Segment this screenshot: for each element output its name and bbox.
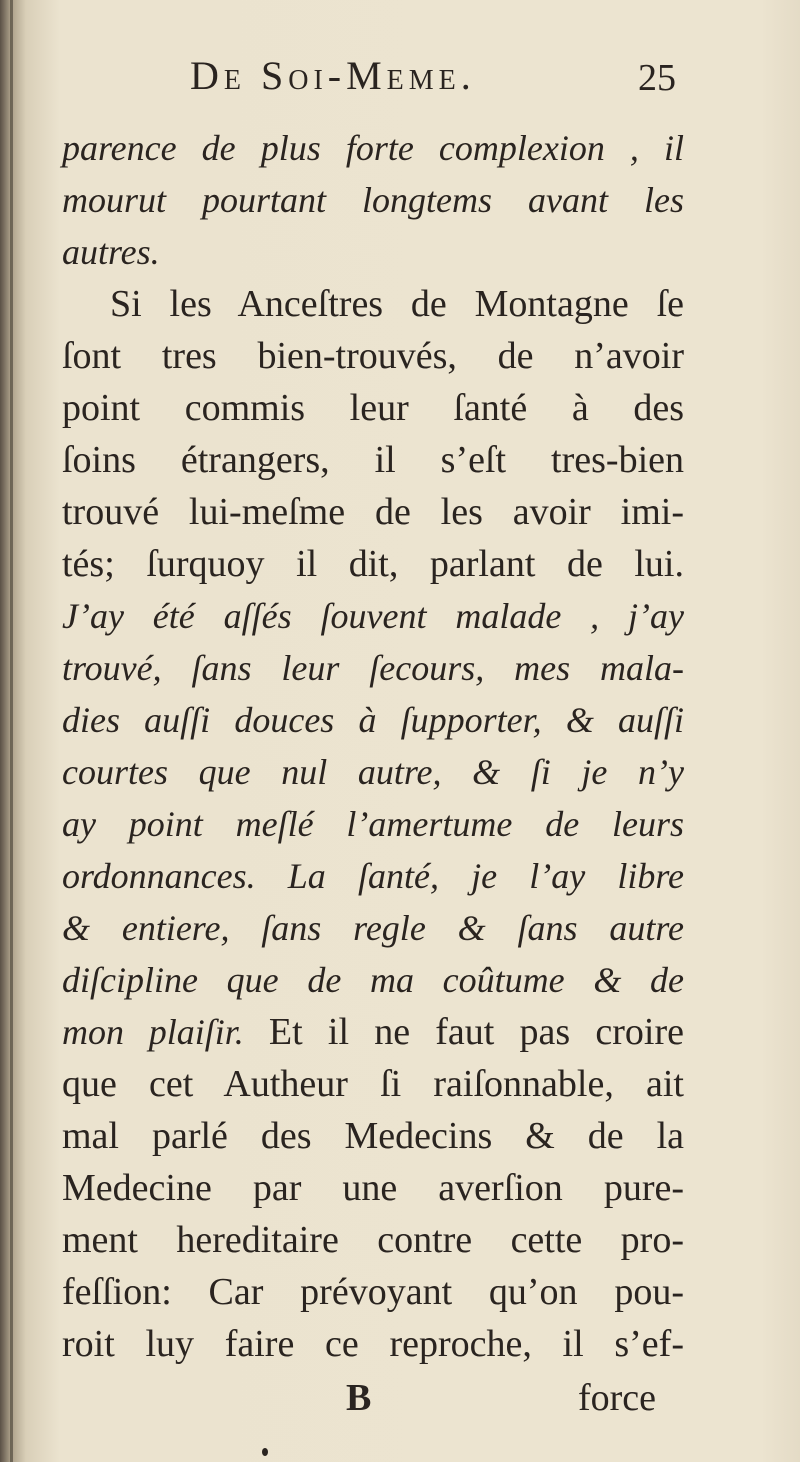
roman-segment: Et il ne faut pas croire (243, 1011, 684, 1053)
text-line: tés; ſurquoy il dit, parlant de lui. (62, 543, 684, 585)
text-line: courtes que nul autre, & ſi je n’y (62, 752, 684, 792)
binding-gutter (10, 0, 13, 1462)
text-line: diſcipline que de ma coûtume & de (62, 960, 684, 1000)
page-header (62, 50, 684, 122)
text-line: Si les Anceſtres de Montagne ſe (110, 283, 684, 325)
text-line: ay point meſlé l’amertume de leurs (62, 804, 684, 844)
page-number: 25 (638, 57, 676, 99)
text-line: mourut pourtant longtems avant les (62, 180, 684, 220)
text-line: parence de plus forte complexion , il (62, 128, 684, 168)
signature-mark: B (346, 1377, 372, 1419)
text-line: point commis leur ſanté à des (62, 387, 684, 429)
text-block (62, 50, 684, 1430)
page-footer (62, 1370, 684, 1430)
text-line: feſſion: Car prévoyant qu’on pou- (62, 1271, 684, 1313)
text-line: J’ay été aſſés ſouvent malade , j’ay (62, 596, 684, 636)
text-line: trouvé lui-meſme de les avoir imi- (62, 491, 684, 533)
body-text (62, 122, 684, 1370)
text-line: autres. (62, 232, 160, 272)
text-line: ment hereditaire contre cette pro- (62, 1219, 684, 1261)
running-head: De Soi-Meme. (190, 53, 476, 98)
text-line: ſoins étrangers, il s’eſt tres-bien (62, 439, 684, 481)
text-line: & entiere, ſans regle & ſans autre (62, 908, 684, 948)
text-line: Medecine par une averſion pure- (62, 1167, 684, 1209)
text-line: dies auſſi douces à ſupporter, & auſſi (62, 700, 684, 740)
catchword: force (577, 1377, 656, 1419)
text-line: que cet Autheur ſi raiſonnable, ait (62, 1063, 684, 1105)
text-line: mal parlé des Medecins & de la (62, 1115, 684, 1157)
text-line: ordonnances. La ſanté, je l’ay libre (62, 856, 684, 896)
italic-segment: mon plaiſir. (62, 1012, 244, 1052)
text-line: roit luy faire ce reproche, il s’ef- (62, 1323, 684, 1365)
text-line (62, 1006, 684, 1058)
ink-spot (262, 1448, 268, 1456)
text-line: trouvé, ſans leur ſecours, mes mala- (62, 648, 684, 688)
text-line: ſont tres bien-trouvés, de n’avoir (62, 335, 684, 377)
